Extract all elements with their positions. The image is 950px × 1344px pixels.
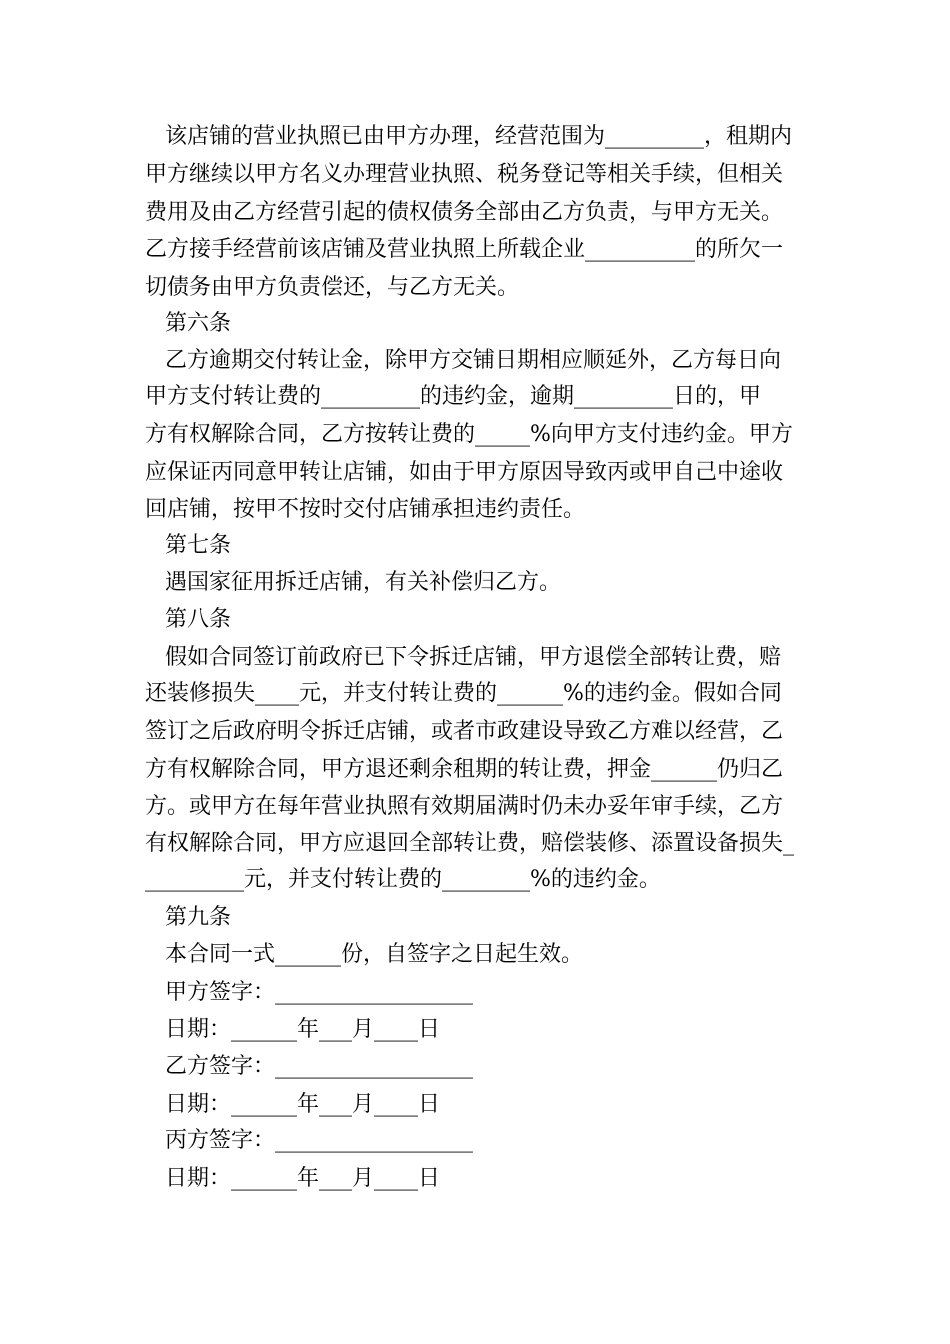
date-line-party-a: 日期：______年___月____日 xyxy=(165,1017,441,1042)
signature-line-party-a: 甲方签字：__________________ xyxy=(165,980,474,1005)
paragraph-line: 还装修损失____元，并支付转让费的______%的违约金。假如合同 xyxy=(145,681,782,706)
paragraph-line: 签订之后政府明令拆迁店铺，或者市政建设导致乙方难以经营，乙 xyxy=(145,719,784,744)
article-heading: 第七条 xyxy=(165,533,232,558)
paragraph-line: 甲方继续以甲方名义办理营业执照、税务登记等相关手续，但相关 xyxy=(145,162,784,187)
paragraph-line: 甲方支付转让费的_________的违约金，逾期_________日的，甲 xyxy=(145,384,762,409)
paragraph-line: 遇国家征用拆迁店铺，有关补偿归乙方。 xyxy=(165,570,562,595)
article-heading: 第六条 xyxy=(165,311,232,336)
paragraph-line: 应保证丙同意甲转让店铺，如由于甲方原因导致丙或甲自己中途收 xyxy=(145,460,784,485)
article-heading: 第九条 xyxy=(165,905,232,930)
signature-line-party-c: 丙方签字：__________________ xyxy=(165,1128,474,1153)
date-line-party-b: 日期：______年___月____日 xyxy=(165,1092,441,1117)
paragraph-line: 切债务由甲方负责偿还，与乙方无关。 xyxy=(145,275,520,300)
article-heading: 第八条 xyxy=(165,607,232,632)
paragraph-line: 本合同一式______份，自签字之日起生效。 xyxy=(165,942,584,967)
paragraph-line: 方有权解除合同，甲方退还剩余租期的转让费，押金______仍归乙 xyxy=(145,757,784,782)
signature-line-party-b: 乙方签字：__________________ xyxy=(165,1054,474,1079)
paragraph-line: 有权解除合同，甲方应退回全部转让费，赔偿装修、添置设备损失_ xyxy=(145,831,795,856)
paragraph-line: _________元，并支付转让费的________%的违约金。 xyxy=(145,867,661,892)
date-line-party-c: 日期：______年___月____日 xyxy=(165,1166,441,1191)
paragraph-line: 假如合同签订前政府已下令拆迁店铺，甲方退偿全部转让费，赔 xyxy=(165,645,782,670)
paragraph-line: 乙方接手经营前该店铺及营业执照上所载企业__________的所欠一 xyxy=(145,237,784,262)
paragraph-line: 费用及由乙方经营引起的债权债务全部由乙方负责，与甲方无关。 xyxy=(145,200,784,225)
paragraph-line: 该店铺的营业执照已由甲方办理，经营范围为_________，租期内 xyxy=(165,124,793,149)
paragraph-line: 方。或甲方在每年营业执照有效期届满时仍未办妥年审手续，乙方 xyxy=(145,794,784,819)
paragraph-line: 方有权解除合同，乙方按转让费的_____%向甲方支付违约金。甲方 xyxy=(145,422,793,447)
paragraph-line: 回店铺，按甲不按时交付店铺承担违约责任。 xyxy=(145,497,586,522)
paragraph-line: 乙方逾期交付转让金，除甲方交铺日期相应顺延外，乙方每日向 xyxy=(165,348,782,373)
